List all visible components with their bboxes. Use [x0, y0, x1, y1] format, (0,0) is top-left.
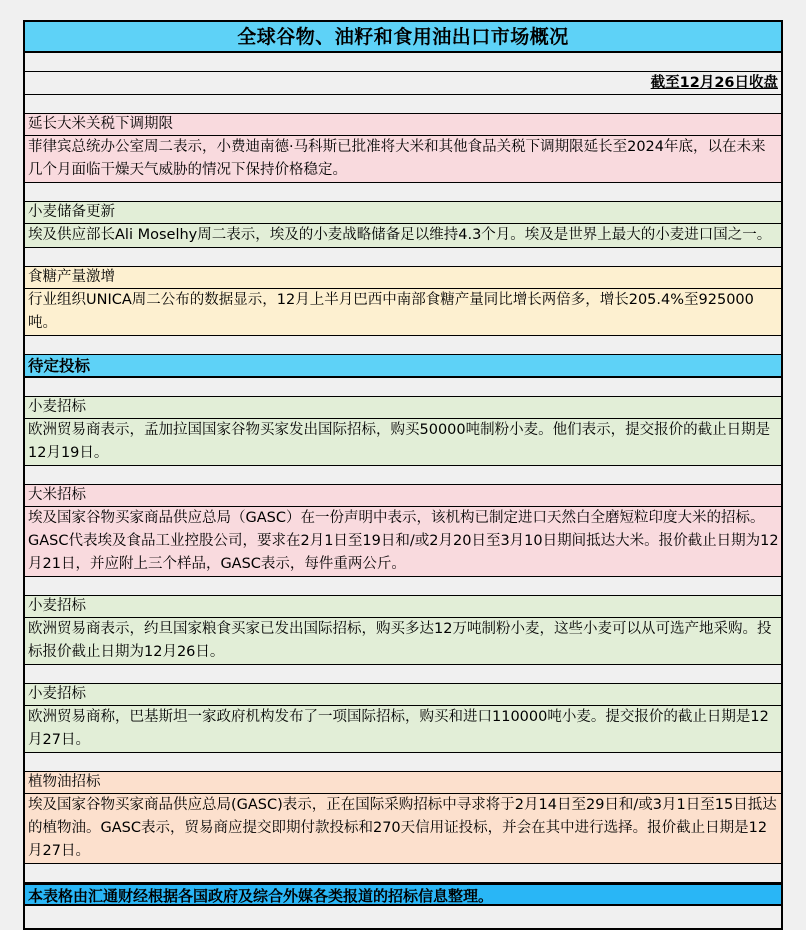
spacer-row	[25, 753, 781, 772]
spacer-row	[25, 95, 781, 114]
section-heading-rice-tariff: 延长大米关税下调期限	[25, 114, 781, 136]
spacer-row	[25, 336, 781, 355]
section-heading-wheat-reserve: 小麦储备更新	[25, 202, 781, 224]
tender-body-wheat-pakistan: 欧洲贸易商称，巴基斯坦一家政府机构发布了一项国际招标，购买和进口110000吨小麦。提交报价的截止日期是12月27日。	[25, 706, 781, 753]
tender-body-wheat-bangladesh: 欧洲贸易商表示，孟加拉国国家谷物买家发出国际招标，购买50000吨制粉小麦。他们表示，提交报价的截止日期是12月19日。	[25, 419, 781, 466]
tender-heading-wheat-pakistan: 小麦招标	[25, 684, 781, 706]
tender-heading-wheat-jordan: 小麦招标	[25, 596, 781, 618]
section-body-rice-tariff: 菲律宾总统办公室周二表示，小费迪南德·马科斯已批准将大米和其他食品关税下调期限延长至2024年底，以在未来几个月面临干燥天气威胁的情况下保持价格稳定。	[25, 136, 781, 183]
section-body-wheat-reserve: 埃及供应部长Ali Moselhy周二表示，埃及的小麦战略储备足以维持4.3个月。埃及是世界上最大的小麦进口国之一。	[25, 224, 781, 248]
spacer-row	[25, 906, 781, 928]
pending-tenders-banner: 待定投标	[25, 355, 781, 378]
spacer-row	[25, 248, 781, 267]
section-body-sugar-output: 行业组织UNICA周二公布的数据显示，12月上半月巴西中南部食糖产量同比增长两倍多，增长205.4%至925000吨。	[25, 289, 781, 336]
spacer-row	[25, 577, 781, 596]
as-of-date-text: 截至12月26日收盘	[650, 75, 778, 91]
spacer-row	[25, 53, 781, 72]
market-overview-table	[23, 20, 783, 930]
spacer-row	[25, 665, 781, 684]
spacer-row	[25, 466, 781, 485]
spacer-row	[25, 378, 781, 397]
section-heading-sugar-output: 食糖产量激增	[25, 267, 781, 289]
spacer-row	[25, 864, 781, 883]
page-title: 全球谷物、油籽和食用油出口市场概况	[25, 22, 781, 53]
tender-heading-vegoil-egypt: 植物油招标	[25, 772, 781, 794]
tender-heading-rice-egypt: 大米招标	[25, 485, 781, 507]
footer-note: 本表格由汇通财经根据各国政府及综合外媒各类报道的招标信息整理。	[25, 883, 781, 906]
tender-body-vegoil-egypt: 埃及国家谷物买家商品供应总局(GASC)表示，正在国际采购招标中寻求将于2月14日至29日和/或3月1日至15日抵达的植物油。GASC表示，贸易商应提交即期付款投标和270天信用证投标，并会在其中进行选择。报价截止日期是12月27日。	[25, 794, 781, 864]
as-of-date	[25, 72, 781, 95]
tender-body-wheat-jordan: 欧洲贸易商表示，约旦国家粮食买家已发出国际招标，购买多达12万吨制粉小麦，这些小麦可以从可选产地采购。投标报价截止日期为12月26日。	[25, 618, 781, 665]
spacer-row	[25, 183, 781, 202]
tender-body-rice-egypt: 埃及国家谷物买家商品供应总局（GASC）在一份声明中表示，该机构已制定进口天然白全磨短粒印度大米的招标。GASC代表埃及食品工业控股公司，要求在2月1日至19日和/或2月20日至3月10日期间抵达大米。报价截止日期为12月21日，并应附上三个样品，GASC表示，每件重两公斤。	[25, 507, 781, 577]
tender-heading-wheat-bangladesh: 小麦招标	[25, 397, 781, 419]
